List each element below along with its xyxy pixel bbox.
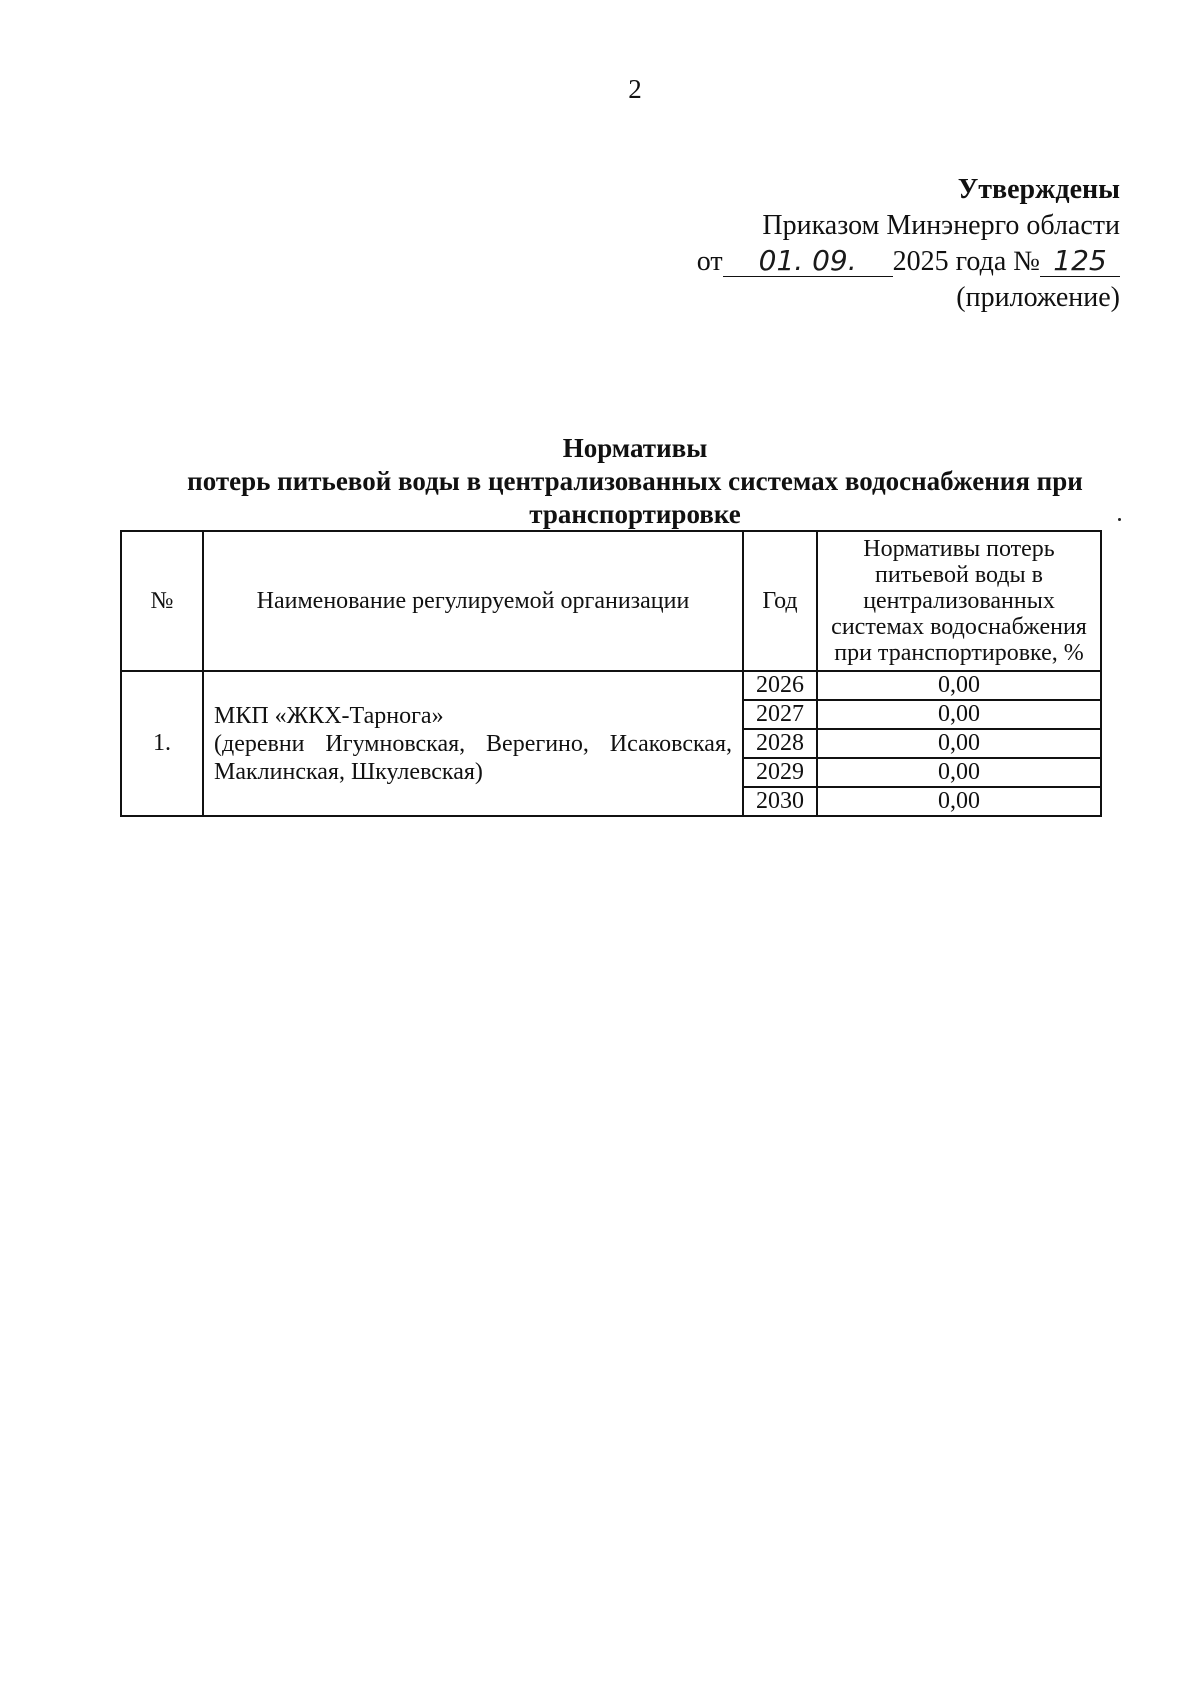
table-header-row bbox=[121, 531, 1101, 671]
page-number: 2 bbox=[628, 74, 642, 104]
year-cell: 2029 bbox=[743, 758, 817, 787]
approval-block bbox=[560, 172, 1120, 316]
value-cell: 0,00 bbox=[817, 671, 1101, 700]
norms-table bbox=[120, 530, 1102, 817]
year-cell: 2026 bbox=[743, 671, 817, 700]
year-text: 2025 года № bbox=[892, 246, 1040, 277]
organization-cell bbox=[203, 671, 743, 816]
year-cell: 2030 bbox=[743, 787, 817, 816]
header-norm: Нормативы потерь питьевой воды в централизованных системах водоснабжения при транспортировке, % bbox=[817, 531, 1101, 671]
value-cell: 0,00 bbox=[817, 758, 1101, 787]
approval-order: Приказом Минэнерго области bbox=[762, 210, 1120, 241]
organization-villages: (деревни Игумновская, Верегино, Исаковская, Маклинская, Шкулевская) bbox=[214, 730, 732, 785]
value-cell: 0,00 bbox=[817, 787, 1101, 816]
scan-dot-mark bbox=[1118, 518, 1121, 521]
year-cell: 2027 bbox=[743, 700, 817, 729]
organization-name: МКП «ЖКХ-Тарнога» bbox=[214, 702, 444, 729]
header-year: Год bbox=[743, 531, 817, 671]
table-row bbox=[121, 671, 1101, 700]
title-line-1: Нормативы bbox=[562, 433, 708, 463]
handwritten-date: 01. 09. bbox=[723, 246, 893, 277]
title-line-2: потерь питьевой воды в централизованных системах водоснабжения при транспортировке bbox=[187, 466, 1083, 529]
header-organization: Наименование регулируемой организации bbox=[203, 531, 743, 671]
value-cell: 0,00 bbox=[817, 729, 1101, 758]
value-cell: 0,00 bbox=[817, 700, 1101, 729]
approval-date-line bbox=[560, 244, 1120, 280]
appendix-label: (приложение) bbox=[956, 282, 1120, 313]
document-title bbox=[120, 432, 1150, 531]
year-cell: 2028 bbox=[743, 729, 817, 758]
handwritten-order-number: 125 bbox=[1040, 246, 1120, 277]
approval-heading: Утверждены bbox=[957, 174, 1120, 205]
row-number: 1. bbox=[121, 671, 203, 816]
header-number: № bbox=[121, 531, 203, 671]
date-prefix: от bbox=[696, 246, 723, 277]
